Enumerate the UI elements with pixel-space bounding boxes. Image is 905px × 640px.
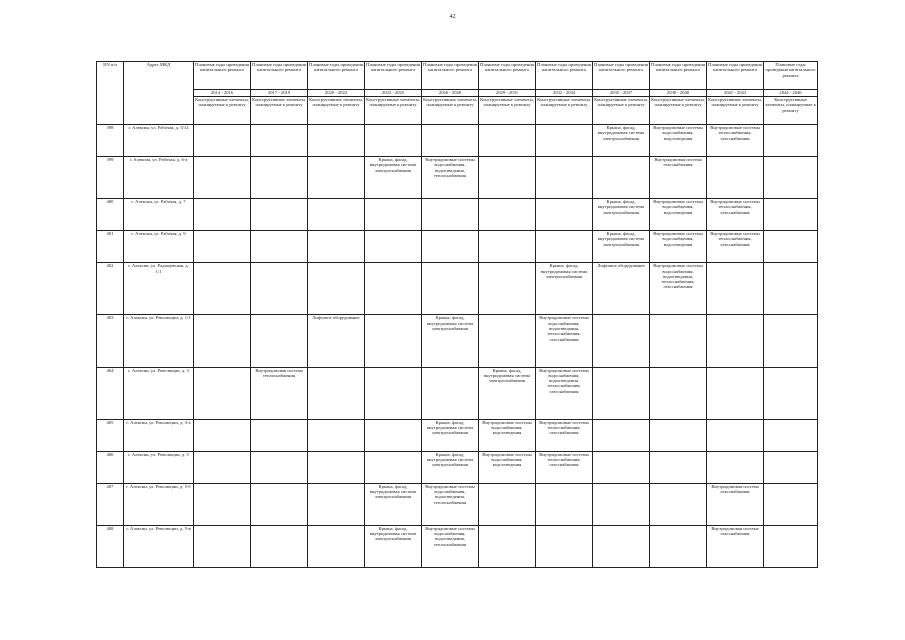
repair-cell xyxy=(365,125,422,157)
header-column-title: Плановые годы проведения капитального ремонта xyxy=(251,62,308,90)
header-address-label: Адрес МКД xyxy=(124,62,194,125)
header-column-title: Плановые годы проведения капитального ремонта xyxy=(479,62,536,90)
row-number: 405 xyxy=(97,419,124,451)
header-column-title: Плановые годы проведения капитального ремонта xyxy=(536,62,593,90)
header-column-title: Плановые годы проведения капитального ремонта xyxy=(365,62,422,90)
repair-cell: Крыша, фасад, внутридомовая система электроснабжения xyxy=(593,231,650,263)
header-column-title: Плановые годы проведения капитального ремонта xyxy=(422,62,479,90)
repair-cell xyxy=(764,199,818,231)
repair-cell xyxy=(251,419,308,451)
repair-cell xyxy=(251,525,308,567)
table-row xyxy=(97,451,818,483)
repair-cell xyxy=(593,525,650,567)
repair-cell xyxy=(251,199,308,231)
repair-cell xyxy=(764,367,818,419)
repair-cell: Крыша, фасад, внутридомовая система электроснабжения xyxy=(479,367,536,419)
repair-cell: Внутридомовые системы теплоснабжения, газоснабжения xyxy=(536,451,593,483)
repair-cell xyxy=(707,367,764,419)
row-address: г. Алексин, ул. Рабочая, д. 7 xyxy=(124,199,194,231)
table-row xyxy=(97,483,818,525)
repair-cell: Внутридомовые системы водоснабжения, водоотведения xyxy=(650,199,707,231)
repair-cell xyxy=(707,263,764,315)
repair-cell xyxy=(536,483,593,525)
repair-cell xyxy=(194,483,251,525)
header-num-label: NN п/п xyxy=(97,62,124,125)
repair-cell xyxy=(536,525,593,567)
header-subheader: Конструктивные элементы, планируемые к ремонту xyxy=(707,97,764,125)
table-row xyxy=(97,367,818,419)
repair-cell: Внутридомовые системы водоснабжения, водоотведения xyxy=(479,419,536,451)
repair-cell xyxy=(650,315,707,367)
repair-cell: Крыша, фасад, внутридомовая система электроснабжения xyxy=(422,315,479,367)
header-subheader: Конструктивные элементы, планируемые к ремонту xyxy=(194,97,251,125)
header-column-title: Плановые годы проведения капитального ремонта xyxy=(194,62,251,90)
row-address: г. Алексин, ул. Рабочая, д. 5/14 xyxy=(124,125,194,157)
header-subheader: Конструктивные элементы, планируемые к ремонту xyxy=(422,97,479,125)
row-address: г. Алексин, ул. Революции, д. 5 xyxy=(124,451,194,483)
repair-cell xyxy=(308,263,365,315)
repair-cell xyxy=(365,199,422,231)
header-subheader: Конструктивные элементы, планируемые к ремонту xyxy=(365,97,422,125)
repair-cell: Внутридомовая система газоснабжения xyxy=(650,157,707,199)
repair-plan-table xyxy=(96,61,818,568)
repair-cell: Внутридомовые системы теплоснабжения, газоснабжения xyxy=(707,199,764,231)
repair-cell xyxy=(764,483,818,525)
repair-cell xyxy=(251,231,308,263)
repair-cell xyxy=(650,367,707,419)
row-number: 400 xyxy=(97,199,124,231)
repair-cell xyxy=(764,231,818,263)
repair-cell xyxy=(308,483,365,525)
repair-cell xyxy=(593,157,650,199)
repair-cell xyxy=(593,419,650,451)
table-row xyxy=(97,263,818,315)
repair-cell: Внутридомовые системы водоснабжения, водоотведения, теплоснабжения xyxy=(422,157,479,199)
repair-cell xyxy=(251,483,308,525)
repair-cell xyxy=(764,525,818,567)
repair-cell xyxy=(650,525,707,567)
row-address: г. Алексин, ул. Революции, д. 3 xyxy=(124,367,194,419)
repair-cell: Лифтовое оборудование xyxy=(308,315,365,367)
repair-cell xyxy=(764,157,818,199)
header-subheader: Конструктивные элементы, планируемые к ремонту xyxy=(650,97,707,125)
repair-cell xyxy=(308,525,365,567)
repair-cell: Крыша, фасад, внутридомовая система электроснабжения xyxy=(536,263,593,315)
repair-cell xyxy=(422,199,479,231)
repair-cell xyxy=(707,451,764,483)
repair-cell xyxy=(479,263,536,315)
repair-cell xyxy=(536,231,593,263)
repair-cell: Крыша, фасад, внутридомовая система электроснабжения xyxy=(365,157,422,199)
repair-cell xyxy=(194,231,251,263)
repair-cell xyxy=(479,125,536,157)
repair-cell: Внутридомовые системы теплоснабжения, газоснабжения xyxy=(707,125,764,157)
repair-cell xyxy=(764,315,818,367)
repair-cell xyxy=(194,199,251,231)
header-subheader: Конструктивные элементы, планируемые к ремонту xyxy=(536,97,593,125)
table-row xyxy=(97,199,818,231)
repair-cell xyxy=(308,367,365,419)
repair-cell xyxy=(308,125,365,157)
header-period: 2020 - 2022 xyxy=(308,90,365,97)
row-address: г. Алексин, ул. Рабочая, д. 6-а xyxy=(124,157,194,199)
row-address: г. Алексин, ул. Революции, д. 1/1 xyxy=(124,315,194,367)
repair-cell: Внутридомовые системы водоснабжения, водоотведения, теплоснабжения xyxy=(422,525,479,567)
table-body xyxy=(97,125,818,568)
repair-cell xyxy=(194,263,251,315)
table-row xyxy=(97,231,818,263)
repair-cell: Внутридомовые системы теплоснабжения, газоснабжения xyxy=(707,231,764,263)
row-number: 399 xyxy=(97,157,124,199)
repair-cell: Лифтовое оборудование xyxy=(593,263,650,315)
header-subheader: Конструктивные элементы, планируемые к ремонту xyxy=(764,97,818,125)
header-column-title: Плановые годы проведения капитального ремонта xyxy=(707,62,764,90)
row-number: 398 xyxy=(97,125,124,157)
repair-cell xyxy=(764,263,818,315)
repair-cell xyxy=(593,315,650,367)
repair-cell xyxy=(479,157,536,199)
row-number: 406 xyxy=(97,451,124,483)
repair-cell xyxy=(251,157,308,199)
repair-cell xyxy=(365,419,422,451)
repair-cell xyxy=(479,199,536,231)
repair-cell xyxy=(365,367,422,419)
repair-cell: Крыша, фасад, внутридомовая система электроснабжения xyxy=(365,483,422,525)
page-number: 42 xyxy=(449,14,456,20)
header-period: 2023 - 2025 xyxy=(365,90,422,97)
row-address: г. Алексин, ул. Революции, д. 5-б xyxy=(124,483,194,525)
table-row xyxy=(97,125,818,157)
repair-cell xyxy=(593,367,650,419)
row-address: г. Алексин, ул. Революции, д. 3-а xyxy=(124,419,194,451)
header-period: 2041 - 2043 xyxy=(707,90,764,97)
header-period: 2014 - 2016 xyxy=(194,90,251,97)
repair-cell xyxy=(479,231,536,263)
repair-cell: Внутридомовые системы водоснабжения, водоотведения xyxy=(479,451,536,483)
header-subheader: Конструктивные элементы, планируемые к ремонту xyxy=(251,97,308,125)
header-period: 2044 - 2046 xyxy=(764,90,818,97)
repair-cell xyxy=(479,315,536,367)
repair-cell xyxy=(194,315,251,367)
repair-cell: Внутридомовые системы водоснабжения, водоотведения xyxy=(650,125,707,157)
repair-cell xyxy=(707,315,764,367)
table-row xyxy=(97,419,818,451)
repair-cell xyxy=(764,419,818,451)
header-subheader: Конструктивные элементы, планируемые к ремонту xyxy=(308,97,365,125)
repair-cell xyxy=(422,125,479,157)
repair-cell xyxy=(707,157,764,199)
repair-cell: Внутридомовая система теплоснабжения xyxy=(251,367,308,419)
repair-cell xyxy=(593,451,650,483)
repair-cell xyxy=(422,231,479,263)
repair-cell: Внутридомовые системы водоснабжения, водоотведения, теплоснабжения, газоснабжения xyxy=(536,315,593,367)
header-subheader: Конструктивные элементы, планируемые к ремонту xyxy=(479,97,536,125)
repair-cell xyxy=(251,451,308,483)
table-row xyxy=(97,525,818,567)
row-number: 408 xyxy=(97,525,124,567)
row-address: г. Алексин, ул. Революции, д. 5-в xyxy=(124,525,194,567)
repair-cell: Внутридомовые системы водоснабжения, водоотведения, теплоснабжения xyxy=(422,483,479,525)
repair-cell xyxy=(650,483,707,525)
repair-cell: Внутридомовые системы водоснабжения, водоотведения, теплоснабжения, газоснабжения xyxy=(536,367,593,419)
repair-cell xyxy=(194,525,251,567)
repair-cell xyxy=(365,231,422,263)
repair-cell xyxy=(194,125,251,157)
repair-cell xyxy=(365,315,422,367)
repair-cell: Крыша, фасад, внутридомовая система электроснабжения xyxy=(593,199,650,231)
repair-cell: Внутридомовая система газоснабжения xyxy=(707,483,764,525)
repair-cell xyxy=(536,157,593,199)
row-number: 407 xyxy=(97,483,124,525)
repair-cell xyxy=(194,367,251,419)
repair-cell xyxy=(707,419,764,451)
row-address: г. Алексин, ул. Рабочая, д. 9 xyxy=(124,231,194,263)
repair-cell xyxy=(764,125,818,157)
repair-cell xyxy=(308,231,365,263)
header-subheader: Конструктивные элементы, планируемые к ремонту xyxy=(593,97,650,125)
table-row xyxy=(97,315,818,367)
table-row xyxy=(97,157,818,199)
repair-cell xyxy=(194,157,251,199)
repair-cell: Крыша, фасад, внутридомовая система электроснабжения xyxy=(422,451,479,483)
repair-cell xyxy=(536,199,593,231)
repair-cell xyxy=(251,315,308,367)
repair-cell: Внутридомовые системы теплоснабжения, газоснабжения xyxy=(536,419,593,451)
row-number: 402 xyxy=(97,263,124,315)
repair-cell xyxy=(365,263,422,315)
repair-cell xyxy=(479,525,536,567)
repair-cell xyxy=(251,125,308,157)
header-column-title: Плановые годы проведения капитального ремонта xyxy=(764,62,818,90)
row-number: 401 xyxy=(97,231,124,263)
repair-cell: Внутридомовая система газоснабжения xyxy=(707,525,764,567)
repair-cell xyxy=(650,419,707,451)
row-number: 404 xyxy=(97,367,124,419)
repair-cell xyxy=(308,451,365,483)
header-period: 2032 - 2034 xyxy=(536,90,593,97)
row-address: г. Алексин, ул. Радищевская, д. 1/1 xyxy=(124,263,194,315)
repair-cell xyxy=(365,451,422,483)
repair-cell xyxy=(194,419,251,451)
repair-cell xyxy=(764,451,818,483)
repair-cell xyxy=(593,483,650,525)
repair-cell xyxy=(308,199,365,231)
repair-cell: Крыша, фасад, внутридомовая система электроснабжения xyxy=(365,525,422,567)
header-period: 2038 - 2040 xyxy=(650,90,707,97)
repair-cell: Крыша, фасад, внутридомовая система электроснабжения xyxy=(593,125,650,157)
repair-cell xyxy=(536,125,593,157)
repair-cell xyxy=(479,483,536,525)
header-column-title: Плановые годы проведения капитального ремонта xyxy=(308,62,365,90)
repair-cell xyxy=(194,451,251,483)
repair-cell: Крыша, фасад, внутридомовая система электроснабжения xyxy=(422,419,479,451)
row-number: 403 xyxy=(97,315,124,367)
header-column-title: Плановые годы проведения капитального ремонта xyxy=(650,62,707,90)
repair-cell: Внутридомовые системы водоснабжения, водоотведения, теплоснабжения, газоснабжения xyxy=(650,263,707,315)
repair-cell xyxy=(422,367,479,419)
repair-cell xyxy=(251,263,308,315)
repair-cell xyxy=(422,263,479,315)
header-period: 2017 - 2019 xyxy=(251,90,308,97)
header-period: 2035 - 2037 xyxy=(593,90,650,97)
repair-cell xyxy=(308,157,365,199)
repair-cell: Внутридомовые системы водоснабжения, водоотведения xyxy=(650,231,707,263)
header-period: 2029 - 2031 xyxy=(479,90,536,97)
repair-cell xyxy=(308,419,365,451)
table-header xyxy=(97,62,818,125)
header-period: 2026 - 2028 xyxy=(422,90,479,97)
repair-cell xyxy=(650,451,707,483)
header-column-title: Плановые годы проведения капитального ремонта xyxy=(593,62,650,90)
